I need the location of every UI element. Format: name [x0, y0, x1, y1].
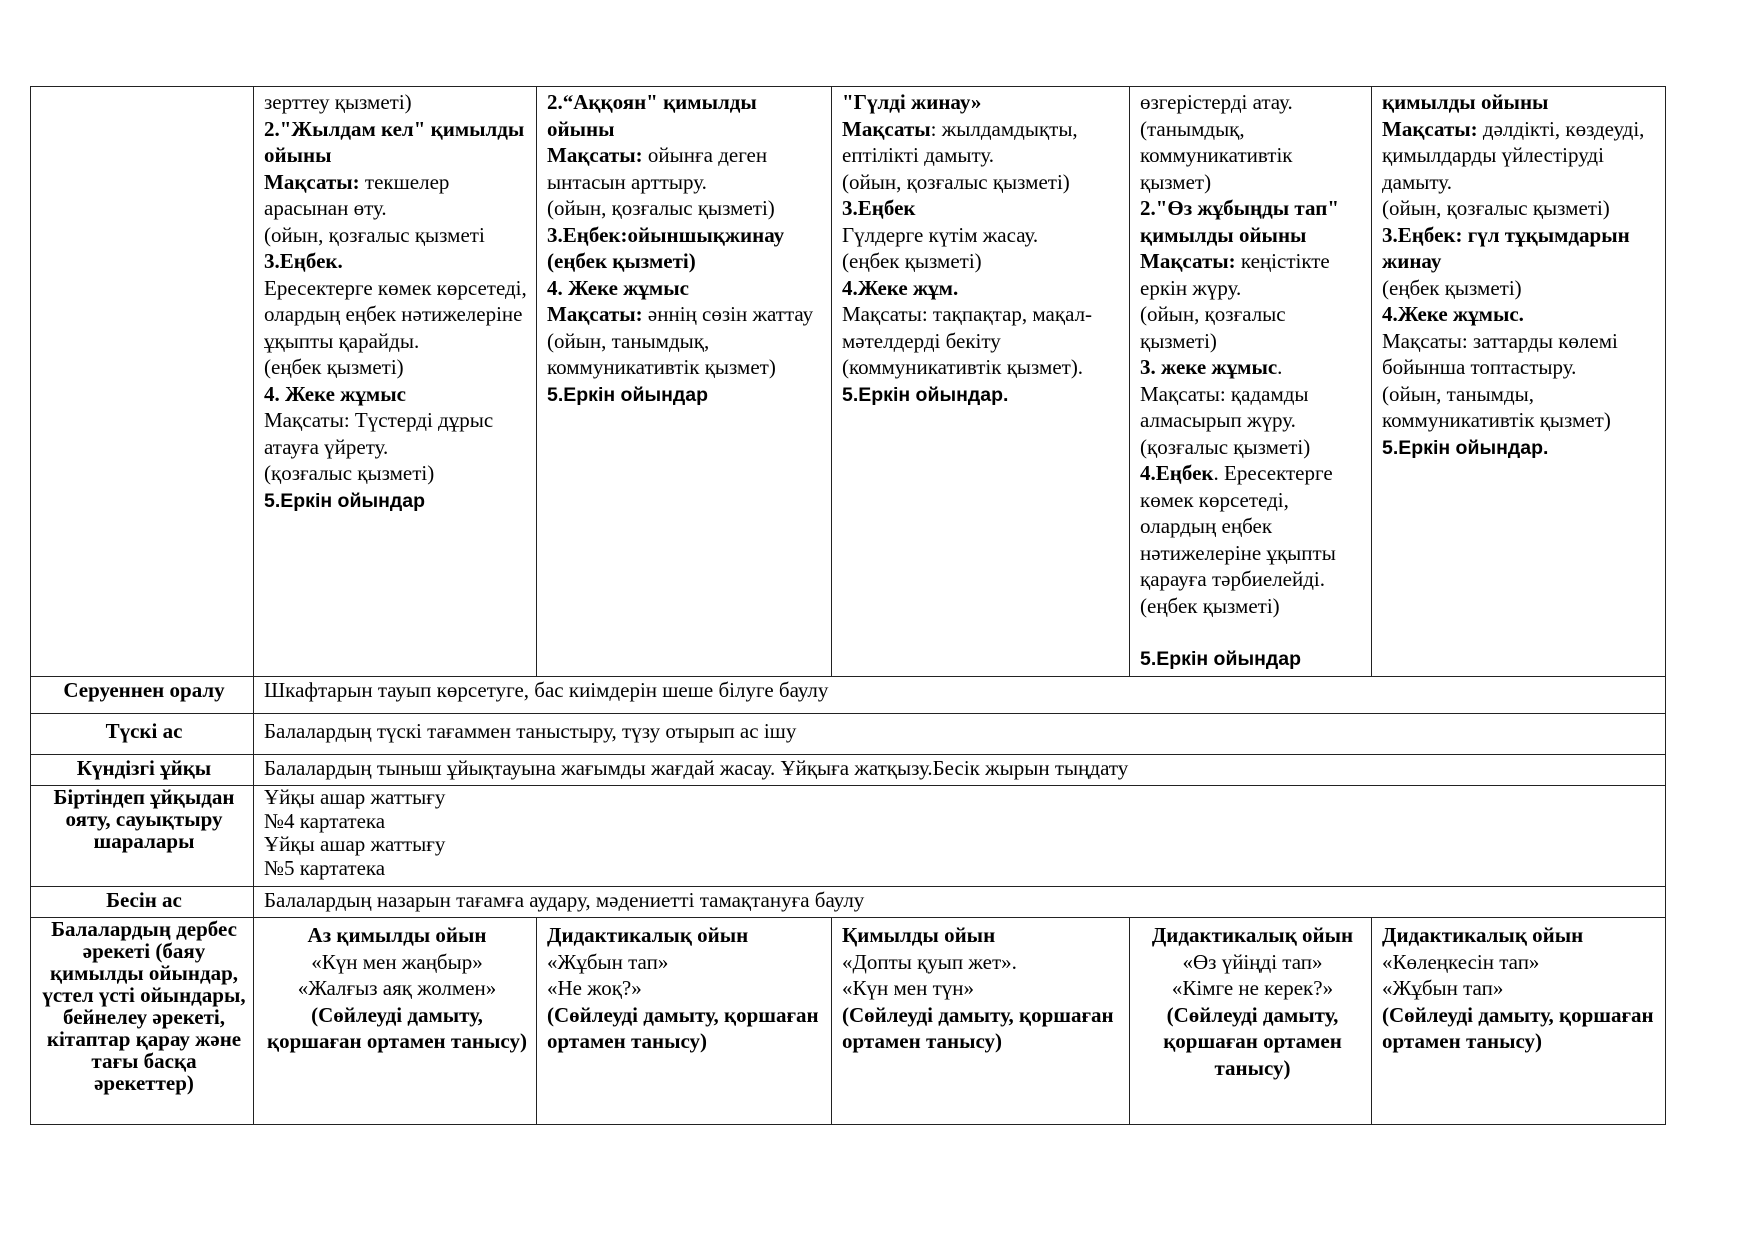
return-row: [31, 677, 1666, 714]
plan-line-text: (еңбек қызметі): [842, 249, 982, 273]
walk-row-label-cell: [31, 87, 254, 677]
game-goal: (Сөйлеуді дамыту, қоршаған ортамен танысу): [1382, 1002, 1654, 1053]
plan-line-bold: 4. Жеке жұмыс: [264, 381, 406, 406]
game-title: «Күн мен жаңбыр»: [311, 949, 483, 974]
plan-line: [1382, 301, 1659, 328]
plan-line: [842, 381, 1123, 409]
game-title: «Кімге не керек?»: [1171, 976, 1334, 1000]
plan-line-text: (ойын, қозғалыс қызметі: [264, 222, 485, 247]
plan-line-text: (қозғалыс қызметі): [264, 461, 435, 485]
plan-line-text: (еңбек қызметі): [1140, 593, 1280, 618]
free-col-3: [832, 918, 1130, 1125]
plan-line: [842, 275, 1123, 302]
plan-line: [1140, 434, 1365, 461]
plan-line: [264, 248, 530, 275]
snack-row-label: Бесін ас: [31, 887, 254, 918]
nap-row-label: Күндізгі ұйқы: [31, 755, 254, 786]
game-title: «Көлеңкесін тап»: [1382, 949, 1540, 974]
plan-line-text: (ойын, қозғалыс қызметі): [1382, 196, 1610, 220]
nap-row-text: Балалардың тыныш ұйықтауына жағымды жағдай жасау. Ұйқыға жатқызу.Бесік жырын тыңдату: [254, 755, 1666, 786]
plan-line: [264, 169, 530, 222]
plan-line: [842, 195, 1123, 222]
plan-line-text: (ойын, қозғалыс қызметі): [547, 196, 775, 220]
game-goal: (Сөйлеуді дамыту, қоршаған ортамен танысу): [547, 1002, 819, 1053]
plan-line: [1382, 434, 1659, 462]
game-goal: (Сөйлеуді дамыту, қоршаған ортамен танысу): [842, 1002, 1114, 1053]
free-activity-row: [31, 918, 1666, 1125]
walk-col-5: [1372, 87, 1666, 677]
lunch-row-label: Түскі ас: [31, 714, 254, 755]
plan-line-text: Гүлдерге күтім жасау.: [842, 222, 1039, 247]
plan-line-text: өзгерістерді атау.: [1140, 90, 1293, 114]
plan-line-text: дәлдікті, көздеуді, қимылдарды үйлестіруді дамыту.: [1382, 116, 1645, 194]
game-title: «Допты қуып жет».: [842, 949, 1017, 974]
game-goal: (Сөйлеуді дамыту, қоршаған ортамен танысу): [267, 1002, 527, 1053]
plan-line-text: (ойын, қозғалыс қызметі): [842, 169, 1070, 194]
plan-line-bold: 2."Жылдам кел" қимылды ойыны: [264, 116, 525, 167]
plan-line-text: (ойын, танымдық, коммуникативтік қызмет): [547, 328, 776, 379]
wake-row-label: Біртіндеп ұйқыдан ояту, сауықтыру шаралары: [31, 786, 254, 887]
plan-line: [264, 407, 530, 460]
free-col-5: [1372, 918, 1666, 1125]
plan-line: [264, 116, 530, 169]
plan-line-text: Ересектерге көмек көрсетеді, олардың еңбек нәтижелеріне ұқыпты қарайды.: [264, 275, 527, 353]
plan-line: [264, 89, 530, 116]
game-type: Аз қимылды ойын: [307, 923, 487, 947]
plan-line: [1382, 275, 1659, 302]
plan-line-bold: 3.Еңбек: [842, 196, 916, 220]
plan-line: [547, 275, 825, 302]
plan-line-text: (коммуникативтік қызмет).: [842, 355, 1084, 379]
plan-line: [547, 222, 825, 275]
wake-line: Ұйқы ашар жаттығу: [264, 785, 446, 809]
plan-line-text: (ойын, қозғалыс қызметі): [1140, 302, 1286, 353]
walk-row: [31, 87, 1666, 677]
plan-line-bold: 3. жеке жұмыс: [1140, 355, 1278, 379]
free-activity-label: Балалардың дербес әрекеті (баяу қимылды ойындар, үстел үсті ойындары, бейнелеу әрекеті, кітаптар қарау және тағы басқа әрекеттер): [31, 918, 254, 1125]
plan-line-bold: 4.Жеке жұмыс.: [1382, 302, 1524, 326]
wake-line: №4 картатека: [264, 808, 386, 833]
plan-line: [547, 195, 825, 222]
game-type: Дидактикалық ойын: [547, 923, 749, 947]
free-games-heading: 5.Еркін ойындар: [1140, 648, 1302, 670]
plan-line-bold: 2."Өз жұбыңды тап" қимылды ойыны: [1140, 196, 1339, 247]
plan-line: [264, 460, 530, 487]
plan-line-text: кеңістікте еркін жүру.: [1140, 249, 1330, 300]
free-col-1: [254, 918, 537, 1125]
plan-line: [842, 248, 1123, 275]
game-goal: (Сөйлеуді дамыту, қоршаған ортамен танысу): [1163, 1002, 1342, 1080]
plan-line: [264, 275, 530, 355]
plan-line: [1140, 381, 1365, 434]
game-type: Дидактикалық ойын: [1151, 923, 1354, 947]
plan-line-text: әннің сөзін жаттау: [642, 302, 814, 326]
wake-row-content: [254, 786, 1666, 887]
plan-line: [1382, 222, 1659, 275]
plan-line: [1140, 619, 1365, 645]
game-title: «Не жоқ?»: [547, 976, 642, 1000]
free-col-2: [537, 918, 832, 1125]
plan-line-bold: қимылды ойыны: [1382, 90, 1549, 114]
plan-line: [842, 301, 1123, 354]
plan-line: [264, 381, 530, 408]
plan-line-text: (танымдық, коммуникативтік қызмет): [1140, 116, 1293, 194]
game-title: «Өз үйіңді тап»: [1182, 949, 1323, 974]
plan-line: [1140, 645, 1365, 673]
plan-line: [547, 89, 825, 142]
wake-line: №5 картатека: [264, 855, 386, 880]
plan-line-bold: Мақсаты:: [547, 302, 643, 326]
plan-line: [547, 328, 825, 381]
plan-line: [264, 222, 530, 249]
wake-row: [31, 786, 1666, 887]
walk-col-4: [1130, 87, 1372, 677]
free-games-heading: 5.Еркін ойындар: [264, 489, 426, 512]
plan-line-text: (ойын, танымды, коммуникативтік қызмет): [1382, 381, 1611, 432]
free-col-4: [1130, 918, 1372, 1125]
plan-line-bold: Мақсаты:: [1140, 249, 1236, 273]
plan-line: [1382, 89, 1659, 116]
daily-plan-table: [30, 86, 1666, 1125]
plan-line: [842, 354, 1123, 381]
game-type: Қимылды ойын: [842, 923, 996, 947]
plan-line: [1382, 381, 1659, 434]
plan-line-text: .: [1277, 355, 1283, 379]
lunch-row-text: Балалардың түскі тағаммен таныстыру, түзу отырып ас ішу: [254, 714, 1666, 755]
plan-line: [1140, 460, 1365, 593]
plan-line-text: (қозғалыс қызметі): [1140, 434, 1311, 459]
snack-row-text: Балалардың назарын тағамға аудару, мәдениетті тамақтануға баулу: [254, 887, 1666, 918]
plan-line: [1382, 116, 1659, 196]
plan-line: [1140, 354, 1365, 381]
return-row-text: Шкафтарын тауып көрсетуге, бас киімдерін шеше білуге баулу: [254, 677, 1666, 714]
plan-line: [547, 301, 825, 328]
plan-line: [1140, 301, 1365, 354]
plan-line-text: Мақсаты: заттарды көлемі бойынша топтастыру.: [1382, 328, 1618, 379]
plan-line-text: (еңбек қызметі): [264, 355, 404, 379]
plan-line-bold: Мақсаты:: [547, 143, 643, 167]
plan-line: [1140, 195, 1365, 248]
plan-line-bold: "Гүлді жинау»: [842, 90, 982, 114]
plan-line-text: текшелер арасынан өту.: [264, 169, 450, 220]
game-type: Дидактикалық ойын: [1382, 923, 1584, 947]
plan-line-bold: Мақсаты:: [1382, 116, 1478, 141]
plan-line: [547, 142, 825, 195]
plan-line-bold: 4. Жеке жұмыс: [547, 275, 689, 300]
walk-col-2: [537, 87, 832, 677]
plan-line: [1140, 89, 1365, 116]
plan-line-bold: 2.“Аққоян" қимылды ойыны: [547, 90, 757, 141]
plan-line-text: . Ересектерге көмек көрсетеді, олардың еңбек нәтижелеріне ұқыпты қарауға тәрбиелейді.: [1140, 461, 1336, 591]
plan-line-bold: 3.Еңбек: гүл тұқымдарын жинау: [1382, 222, 1630, 273]
nap-row: [31, 755, 1666, 786]
game-title: «Күн мен түн»: [842, 976, 975, 1000]
plan-line: [1140, 248, 1365, 301]
walk-col-3: [832, 87, 1130, 677]
plan-line: [1382, 328, 1659, 381]
plan-line-bold: Мақсаты:: [264, 169, 360, 194]
plan-line-text: (еңбек қызметі): [1382, 275, 1522, 300]
plan-line-bold: Мақсаты: [842, 116, 931, 141]
lunch-row: [31, 714, 1666, 755]
plan-line-text: ойынға деген ынтасын арттыру.: [547, 143, 768, 194]
plan-line-bold: 3.Еңбек.: [264, 249, 343, 273]
game-title: «Жұбын тап»: [1382, 976, 1504, 1000]
plan-line: [1140, 593, 1365, 620]
plan-line-bold: 4.Жеке жұм.: [842, 275, 959, 300]
game-title: «Жалғыз аяқ жолмен»: [297, 976, 497, 1000]
snack-row: [31, 887, 1666, 918]
plan-line: [1382, 195, 1659, 222]
free-games-heading: 5.Еркін ойындар: [547, 383, 709, 406]
walk-col-1: [254, 87, 537, 677]
return-row-label: Серуеннен оралу: [31, 677, 254, 714]
plan-line: [264, 354, 530, 381]
wake-line: Ұйқы ашар жаттығу: [264, 832, 446, 856]
game-title: «Жұбын тап»: [547, 949, 669, 974]
plan-line: [842, 89, 1123, 116]
plan-line-bold: 3.Еңбек:ойыншықжинау (еңбек қызметі): [547, 222, 785, 273]
plan-line: [264, 487, 530, 515]
plan-line: [842, 116, 1123, 169]
plan-line-text: зерттеу қызметі): [264, 90, 412, 114]
plan-line-text: Мақсаты: қадамды алмасырып жүру.: [1140, 381, 1309, 432]
free-games-heading: 5.Еркін ойындар.: [1382, 436, 1549, 459]
plan-line: [842, 222, 1123, 249]
plan-line: [547, 381, 825, 409]
plan-line: [842, 169, 1123, 196]
plan-line-text: Мақсаты: тақпақтар, мақал-мәтелдерді бекіту: [842, 302, 1093, 353]
plan-line-bold: 4.Еңбек: [1140, 461, 1214, 485]
plan-line: [1140, 116, 1365, 196]
free-games-heading: 5.Еркін ойындар.: [842, 383, 1009, 406]
plan-line-text: : жылдамдықты, ептілікті дамыту.: [842, 116, 1078, 167]
plan-line-text: Мақсаты: Түстерді дұрыс атауға үйрету.: [264, 408, 494, 459]
